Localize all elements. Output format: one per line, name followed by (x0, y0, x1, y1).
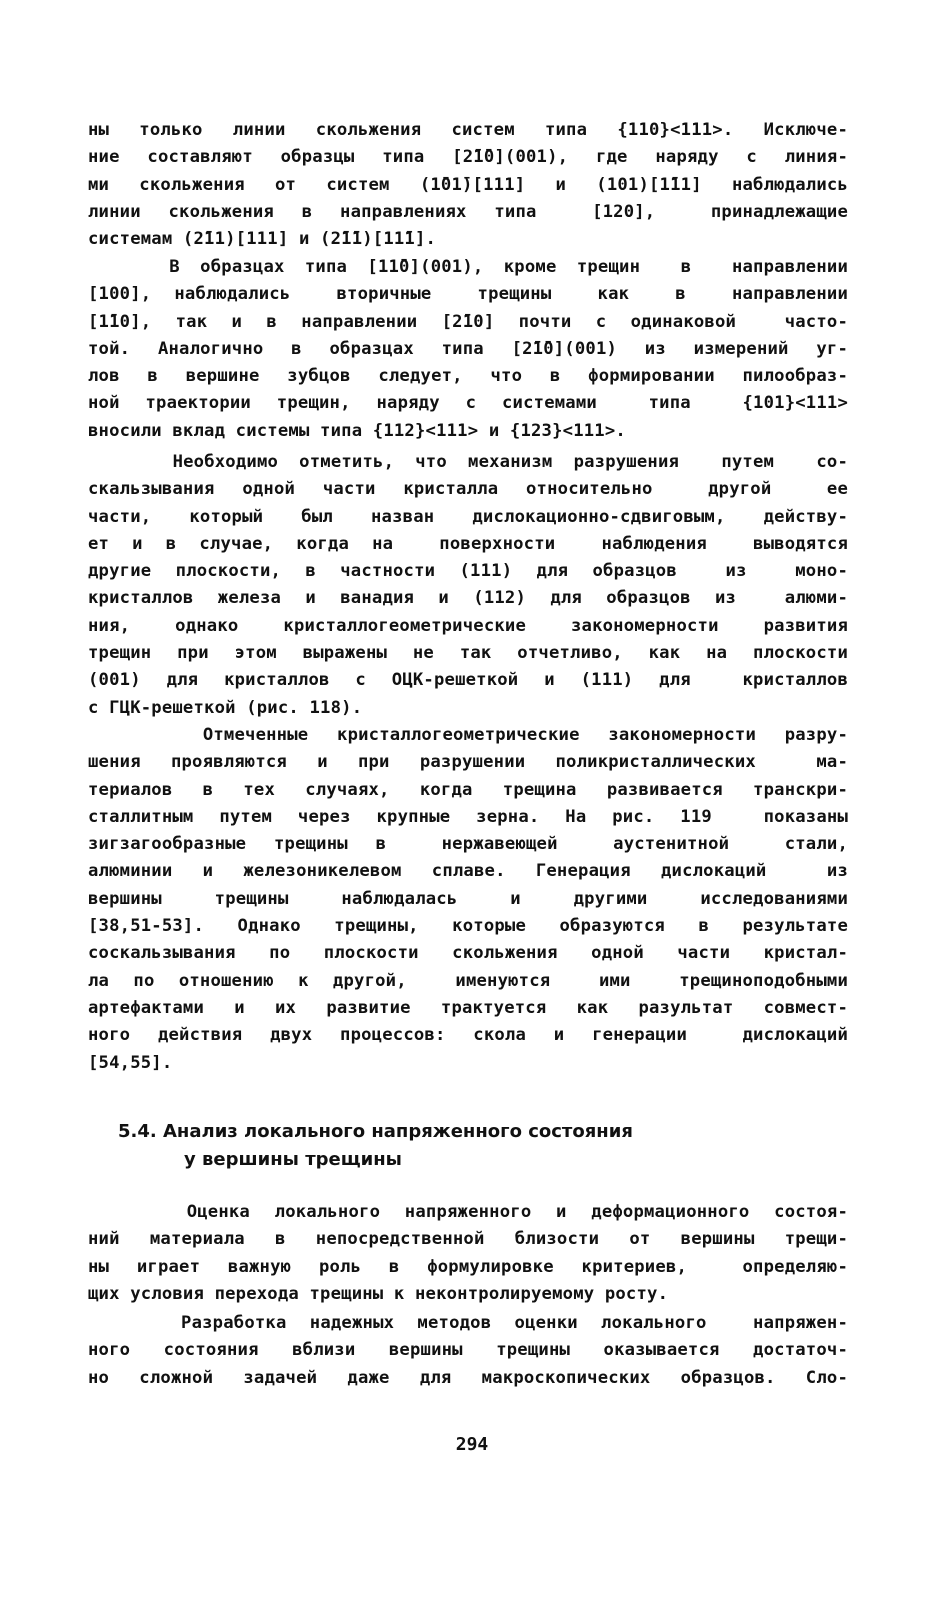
text-line: [54,55]. (88, 1052, 173, 1073)
text-line: вносили вклад системы типа {112}<111> и {123}<111>. (88, 420, 626, 441)
text-line: Оценка локального напряженного и деформационного состоя- (88, 1202, 848, 1222)
text-line: той. Аналогично в образцах типа [2̄1̄0](001) из измерений уг- (88, 338, 848, 359)
text-line: ние составляют образцы типа [2̄1̄0](001), где наряду с линия- (88, 147, 848, 168)
paragraph-polycrystals (88, 722, 848, 1077)
paragraph-fracture-mechanism (88, 449, 848, 722)
text-line: ного состояния вблизи вершины трещины оказывается достаточ- (88, 1340, 848, 1361)
text-line: ны играет важную роль в формулировке критериев, определяю- (88, 1256, 848, 1277)
text-line: части, который был назван дислокационно-сдвиговым, действу- (88, 506, 848, 527)
text-line: (001) для кристаллов с ОЦК-решеткой и (111) для кристаллов (88, 670, 848, 691)
text-line: другие плоскости, в частности (111) для образцов из моно- (88, 561, 848, 582)
text-line: зигзагообразные трещины в нержавеющей аустенитной стали, (88, 834, 848, 855)
text-line: лов в вершине зубцов следует, что в формировании пилообраз- (88, 366, 848, 387)
paragraph-local-stress (88, 1199, 848, 1308)
text-line: линии скольжения в направлениях типа [120], принадлежащие (88, 201, 848, 222)
text-line: териалов в тех случаях, когда трещина развивается транскри- (88, 779, 848, 800)
text-line: Разработка надежных методов оценки локального напряжен- (88, 1313, 848, 1333)
page-number: 294 (455, 1434, 489, 1455)
paragraph-slip-lines (88, 117, 848, 253)
text-line: ной траектории трещин, наряду с системами типа {101}<111> (88, 393, 848, 414)
section-heading-line1: 5.4. Анализ локального напряженного состояния (118, 1121, 633, 1142)
text-line: алюминии и железоникелевом сплаве. Генерация дислокаций из (88, 861, 848, 882)
text-line: [1̄10], так и в направлении [2̄10] почти с одинаковой часто- (88, 311, 848, 332)
text-line: ны только линии скольжения систем типа {110}<111>. Исключе- (88, 120, 848, 140)
text-line: трещин при этом выражены не так отчетливо, как на плоскости (88, 643, 848, 664)
text-line: вершины трещины наблюдалась и другими исследованиями (88, 888, 848, 909)
text-line: с ГЦК-решеткой (рис. 118). (88, 697, 363, 718)
text-line: В образцах типа [11̄0](001), кроме трещин в направлении (88, 257, 848, 277)
paragraph-methods (88, 1310, 848, 1392)
paragraph-secondary-cracks (88, 254, 848, 445)
text-line: артефактами и их развитие трактуется как разультат совмест- (88, 997, 848, 1018)
text-line: но сложной задачей даже для макроскопических образцов. Сло- (88, 1367, 848, 1388)
text-line: щих условия перехода трещины к неконтролируемому росту. (88, 1283, 669, 1304)
text-line: кристаллов железа и ванадия и (112) для образцов из алюми- (88, 588, 848, 609)
text-line: сталлитным путем через крупные зерна. На рис. 119 показаны (88, 806, 848, 827)
text-line: ний материала в непосредственной близости от вершины трещи- (88, 1229, 848, 1250)
text-line: ми скольжения от систем (1̄01̄)[111] и (101)[1̄11] наблюдались (88, 174, 848, 195)
text-line: Отмеченные кристаллогеометрические закономерности разру- (88, 725, 848, 745)
text-line: ния, однако кристаллогеометрические закономерности развития (88, 615, 848, 636)
text-line: соскальзывания по плоскости скольжения одной части кристал- (88, 943, 848, 964)
text-line: ет и в случае, когда на поверхности наблюдения выводятся (88, 533, 848, 554)
text-line: [100], наблюдались вторичные трещины как в направлении (88, 284, 848, 305)
text-line: скальзывания одной части кристалла относительно другой ее (88, 479, 848, 500)
text-line: системам (2̄11)[111] и (2̄1̄1)[11̄1]. (88, 229, 437, 250)
text-line: [38,51-53]. Однако трещины, которые образуются в результате (88, 916, 848, 937)
section-heading-line2: у вершины трещины (184, 1149, 402, 1170)
text-line: шения проявляются и при разрушении поликристаллических ма- (88, 752, 848, 773)
text-line: ного действия двух процессов: скола и генерации дислокаций (88, 1025, 848, 1046)
text-line: ла по отношению к другой, именуются ими трещиноподобными (88, 970, 848, 991)
text-line: Необходимо отметить, что механизм разрушения путем со- (88, 452, 848, 472)
section-heading (118, 1118, 633, 1174)
